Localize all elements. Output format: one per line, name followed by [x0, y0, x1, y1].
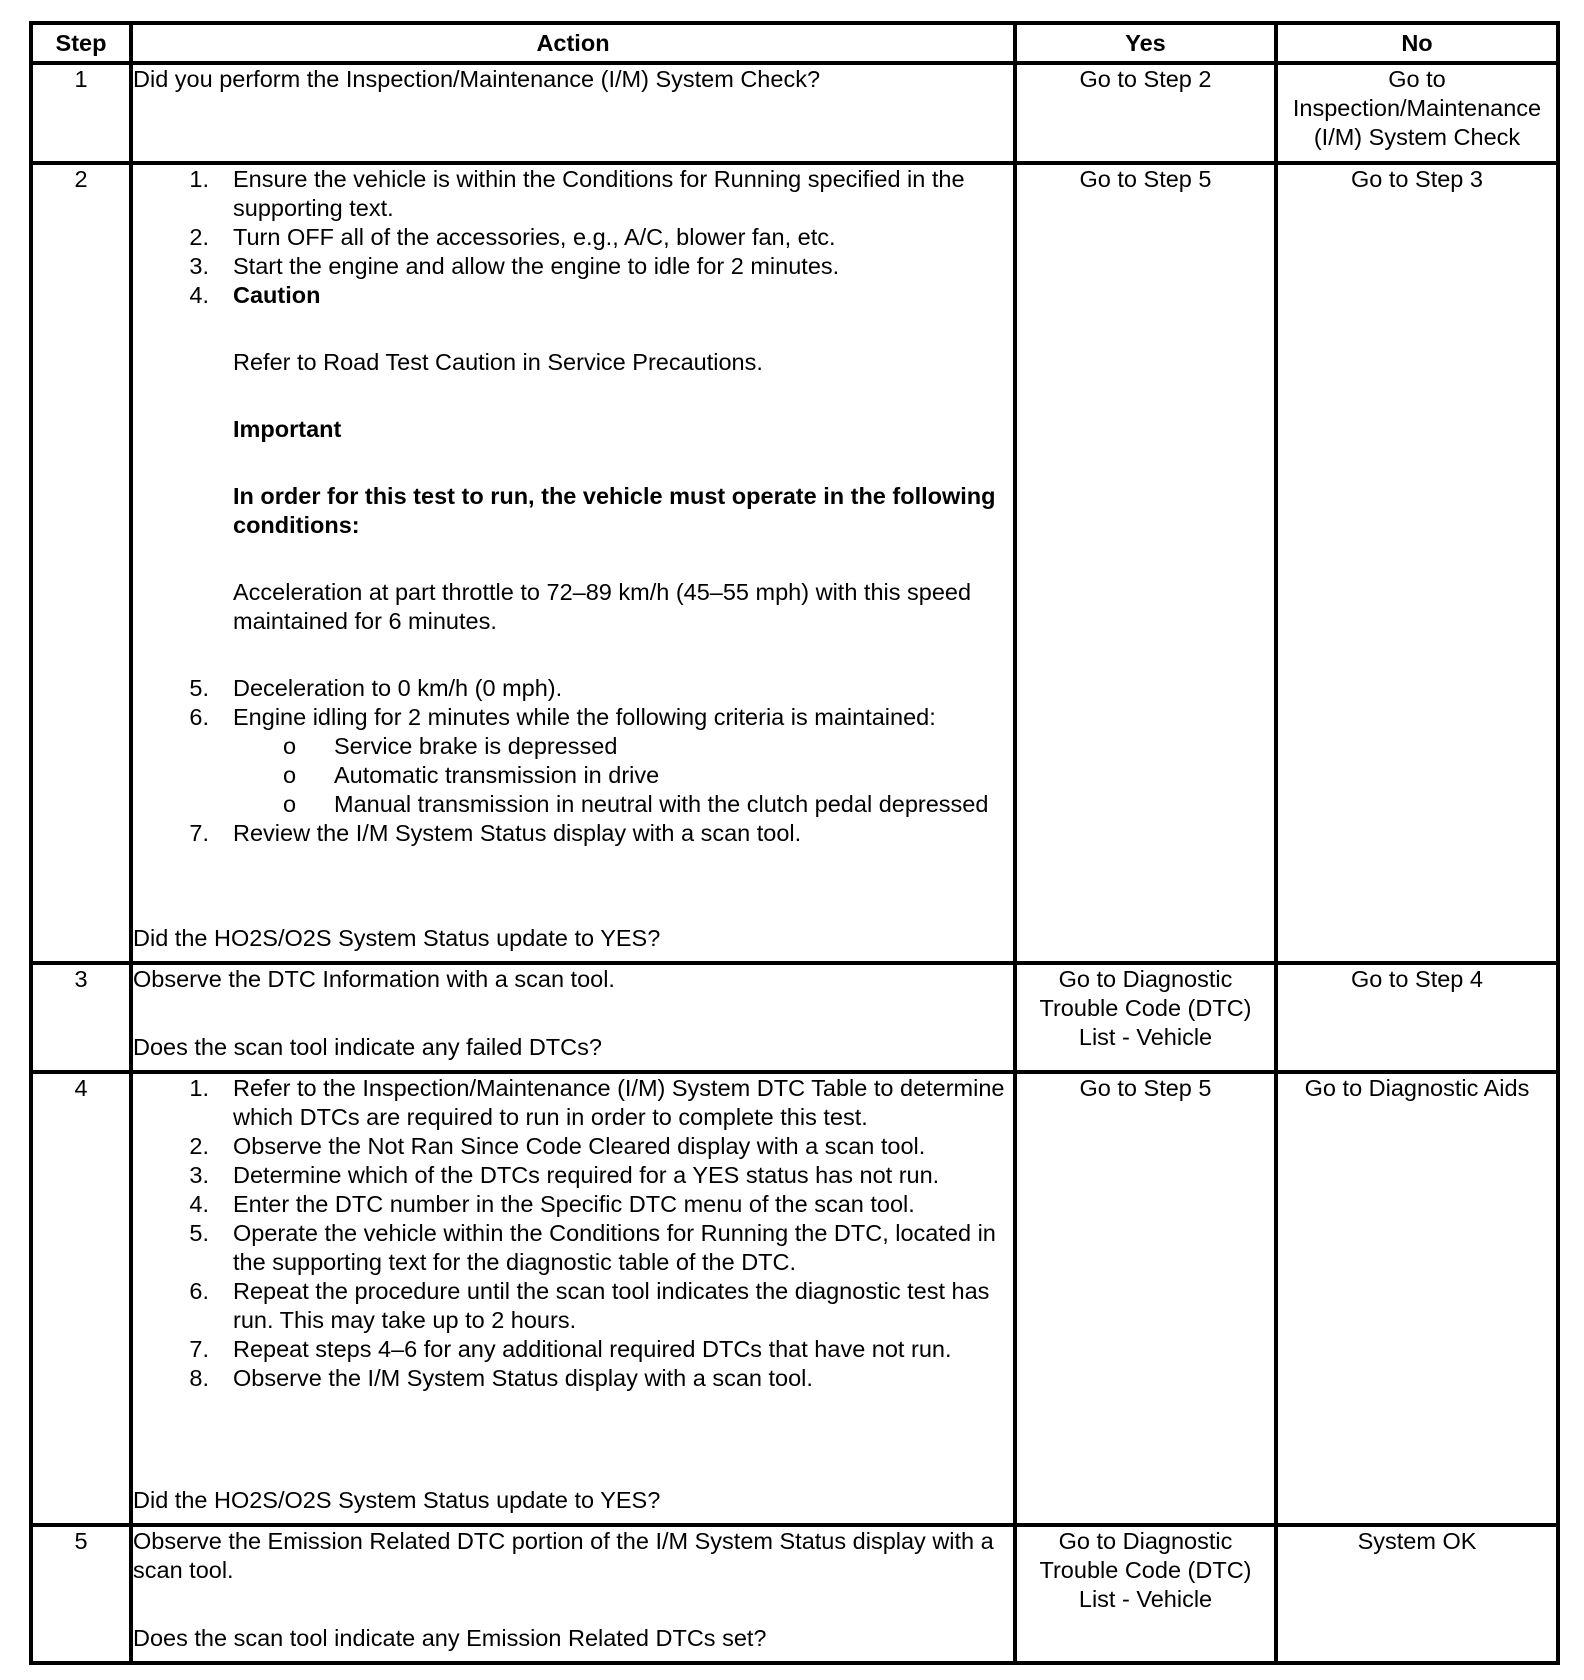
criteria-item: o Automatic transmission in drive — [283, 762, 660, 788]
criteria-item: o Service brake is depressed — [283, 733, 618, 759]
header-no: No — [1276, 23, 1558, 63]
yes-result: Go to Step 2 — [1079, 66, 1212, 92]
action-cell — [131, 63, 1015, 163]
no-cell — [1276, 163, 1558, 963]
yes-result-line: List - Vehicle — [1078, 1586, 1213, 1612]
no-result-line: Go to — [1388, 66, 1446, 92]
list-item: 7. Repeat steps 4–6 for any additional required DTCs that have not run. — [189, 1336, 952, 1362]
no-result-line: Inspection/Maintenance — [1292, 95, 1542, 121]
important-text: In order for this test to run, the vehicle must operate in the following conditions: — [233, 483, 996, 538]
action-question: Does the scan tool indicate any failed DTCs? — [133, 1034, 602, 1060]
list-item: 7. Review the I/M System Status display with a scan tool. — [189, 820, 802, 846]
table-row — [31, 1525, 1558, 1663]
header-row — [31, 23, 1558, 63]
action-cell — [131, 1525, 1015, 1663]
caution-text: Refer to Road Test Caution in Service Precautions. — [233, 349, 763, 375]
table-row — [31, 63, 1558, 163]
list-item: 8. Observe the I/M System Status display with a scan tool. — [189, 1365, 813, 1391]
yes-result-line: Trouble Code (DTC) — [1039, 995, 1252, 1021]
yes-cell — [1015, 163, 1276, 963]
list-item: 6. Engine idling for 2 minutes while the following criteria is maintained: o Service brake is depressed o Automatic transmission in drive o Manual transmission in neutral with the clutch pedal depressed — [179, 703, 1013, 819]
list-item: 6. Repeat the procedure until the scan tool indicates the diagnostic test has run. This may take up to 2 hours. — [189, 1278, 990, 1333]
header-yes: Yes — [1015, 23, 1276, 63]
no-cell — [1276, 963, 1558, 1072]
list-item: 1. Ensure the vehicle is within the Conditions for Running specified in the supporting text. — [189, 166, 965, 221]
yes-result: Go to Step 5 — [1079, 166, 1212, 192]
no-result: System OK — [1357, 1528, 1477, 1554]
list-item: 4. Caution Refer to Road Test Caution in Service Precautions. Important In order for this test to run, the vehicle must operate in the following conditions: Acceleration at part throttle to 72–89 km/h (45–55 mph) with this speed maintained for 6 minutes. — [179, 281, 1013, 674]
step-number: 2 — [31, 163, 131, 963]
caution-heading: Caution — [233, 282, 321, 308]
yes-cell — [1015, 963, 1276, 1072]
no-result: Go to Step 4 — [1351, 966, 1483, 992]
table-row — [31, 1072, 1558, 1525]
table-row — [31, 963, 1558, 1072]
step-number: 3 — [31, 963, 131, 1072]
no-result: Go to Step 3 — [1351, 166, 1483, 192]
step-number: 1 — [31, 63, 131, 163]
list-item: 3. Determine which of the DTCs required for a YES status has not run. — [189, 1162, 940, 1188]
action-question: Did the HO2S/O2S System Status update to YES? — [133, 925, 661, 951]
action-question: Did you perform the Inspection/Maintenance (I/M) System Check? — [133, 66, 821, 92]
yes-cell — [1015, 63, 1276, 163]
action-steps — [133, 165, 1013, 848]
criteria-item: o Manual transmission in neutral with the clutch pedal depressed — [283, 791, 989, 817]
list-item: 5. Deceleration to 0 km/h (0 mph). — [189, 675, 563, 701]
yes-result-line: Go to Diagnostic — [1058, 966, 1233, 992]
list-item: 2. Turn OFF all of the accessories, e.g., A/C, blower fan, etc. — [189, 224, 836, 250]
no-cell — [1276, 1072, 1558, 1525]
action-steps — [133, 1074, 1013, 1393]
list-item: 3. Start the engine and allow the engine to idle for 2 minutes. — [189, 253, 840, 279]
yes-result-line: List - Vehicle — [1078, 1024, 1213, 1050]
action-cell — [131, 163, 1015, 963]
list-item: 5. Operate the vehicle within the Conditions for Running the DTC, located in the supporting text for the diagnostic table of the DTC. — [189, 1220, 996, 1275]
header-step: Step — [31, 23, 131, 63]
criteria-list — [179, 732, 1013, 819]
list-item: 1. Refer to the Inspection/Maintenance (I/M) System DTC Table to determine which DTCs are required to run in order to complete this test. — [189, 1075, 1005, 1130]
yes-result-line: Go to Diagnostic — [1058, 1528, 1233, 1554]
action-question: Does the scan tool indicate any Emission Related DTCs set? — [133, 1625, 767, 1651]
action-cell — [131, 963, 1015, 1072]
table-row — [31, 163, 1558, 963]
yes-result: Go to Step 5 — [1079, 1075, 1212, 1101]
no-cell — [1276, 63, 1558, 163]
diagnostic-table — [29, 21, 1560, 1665]
list-item: 4. Enter the DTC number in the Specific DTC menu of the scan tool. — [189, 1191, 915, 1217]
no-result: Go to Diagnostic Aids — [1304, 1075, 1530, 1101]
step-number: 5 — [31, 1525, 131, 1663]
list-item: 2. Observe the Not Ran Since Code Cleared display with a scan tool. — [189, 1133, 926, 1159]
no-cell — [1276, 1525, 1558, 1663]
condition-text: Acceleration at part throttle to 72–89 km/h (45–55 mph) with this speed maintained for 6 minutes. — [233, 579, 972, 634]
step-number: 4 — [31, 1072, 131, 1525]
yes-cell — [1015, 1525, 1276, 1663]
action-instruction: Observe the DTC Information with a scan tool. — [133, 966, 615, 992]
action-question: Did the HO2S/O2S System Status update to YES? — [133, 1487, 661, 1513]
important-heading: Important — [233, 416, 342, 442]
header-action: Action — [131, 23, 1015, 63]
yes-result-line: Trouble Code (DTC) — [1039, 1557, 1252, 1583]
no-result-line: (I/M) System Check — [1313, 124, 1521, 150]
action-cell — [131, 1072, 1015, 1525]
action-instruction: Observe the Emission Related DTC portion of the I/M System Status display with a scan tool. — [133, 1528, 994, 1583]
yes-cell — [1015, 1072, 1276, 1525]
